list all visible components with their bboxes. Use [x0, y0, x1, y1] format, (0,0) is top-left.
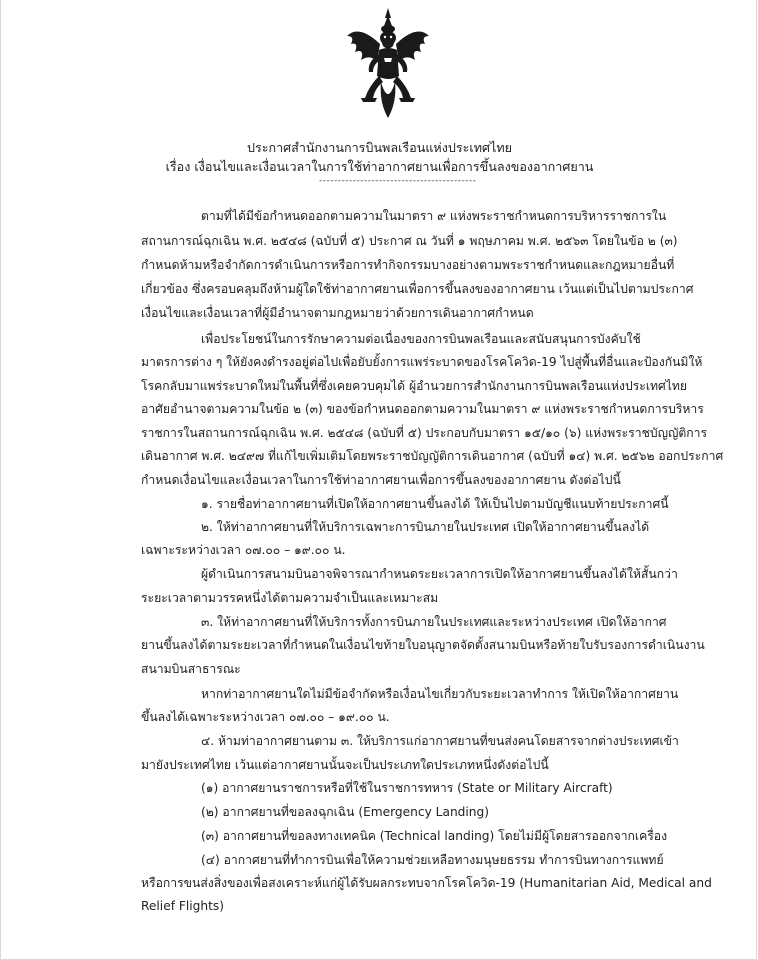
body-line: กำหนดเงื่อนไขและเงื่อนเวลาในการใช้ท่าอากาศยานเพื่อการขึ้นลงของอากาศยาน ดังต่อไปนี้ [141, 473, 621, 487]
body-line: ๑. รายชื่อท่าอากาศยานที่เปิดให้อากาศยานขึ้นลงได้ ให้เป็นไปตามบัญชีแนบท้ายประกาศนี้ [201, 497, 669, 511]
body-line: เดินอากาศ พ.ศ. ๒๔๙๗ ที่แก้ไขเพิ่มเติมโดยพระราชบัญญัติการเดินอากาศ (ฉบับที่ ๑๔) พ.ศ. ๒๕๖๒ ออกประกาศ [141, 449, 724, 463]
body-line: ๒. ให้ท่าอากาศยานที่ให้บริการเฉพาะการบินภายในประเทศ เปิดให้อากาศยานขึ้นลงได้ [201, 520, 650, 534]
body-line: ระยะเวลาตามวรรคหนึ่งได้ตามความจำเป็นและเหมาะสม [141, 591, 439, 605]
body-line: ๔. ห้ามท่าอากาศยานตาม ๓. ให้บริการแก่อากาศยานที่ขนส่งคนโดยสารจากต่างประเทศเข้า [201, 734, 679, 748]
body-line: มาตรการต่าง ๆ ให้ยังคงดำรงอยู่ต่อไปเพื่อยับยั้งการแพร่ระบาดของโรคโควิด-19 ไปสู่พื้นที่อื่นและป้องกันมิให้ [141, 355, 703, 369]
title-separator: ------------------------------------------ [319, 176, 477, 186]
document-subject: เรื่อง เงื่อนไขและเงื่อนเวลาในการใช้ท่าอากาศยานเพื่อการขึ้นลงของอากาศยาน [165, 159, 594, 174]
body-line: ตามที่ได้มีข้อกำหนดออกตามความในมาตรา ๙ แห่งพระราชกำหนดการบริหารราชการใน [201, 209, 667, 223]
body-line: มายังประเทศไทย เว้นแต่อากาศยานนั้นจะเป็นประเภทใดประเภทหนึ่งดังต่อไปนี้ [141, 758, 549, 772]
body-line: (๑) อากาศยานราชการหรือที่ใช้ในราชการทหาร (State or Military Aircraft) [201, 781, 613, 795]
body-line: หรือการขนส่งสิ่งของเพื่อสงเคราะห์แก่ผู้ได้รับผลกระทบจากโรคโควิด-19 (Humanitarian Aid, Medical and [141, 876, 712, 890]
body-line: สถานการณ์ฉุกเฉิน พ.ศ. ๒๕๔๘ (ฉบับที่ ๕) ประกาศ ณ วันที่ ๑ พฤษภาคม พ.ศ. ๒๕๖๓ โดยในข้อ ๒ (๓) [141, 234, 678, 248]
body-line: หากท่าอากาศยานใดไม่มีข้อจำกัดหรือเงื่อนไขเกี่ยวกับระยะเวลาทำการ ให้เปิดให้อากาศยาน [201, 687, 679, 701]
body-line: ราชการในสถานการณ์ฉุกเฉิน พ.ศ. ๒๕๔๘ (ฉบับที่ ๕) ประกอบกับมาตรา ๑๕/๑๐ (๖) แห่งพระราชบัญญัติการ [141, 426, 708, 440]
body-line: ขึ้นลงได้เฉพาะระหว่างเวลา ๐๗.๐๐ – ๑๙.๐๐ น. [141, 710, 390, 724]
body-line: เฉพาะระหว่างเวลา ๐๗.๐๐ – ๑๙.๐๐ น. [141, 543, 346, 557]
body-line: โรคกลับมาแพร่ระบาดใหม่ในพื้นที่ซึ่งเคยควบคุมได้ ผู้อำนวยการสำนักงานการบินพลเรือนแห่งประเทศไทย [141, 379, 688, 393]
body-line: ยานขึ้นลงได้ตามระยะเวลาที่กำหนดในเงื่อนไขท้ายใบอนุญาตจัดตั้งสนามบินหรือท้ายใบรับรองการดำเนินงาน [141, 638, 705, 652]
body-line: กำหนดห้ามหรือจำกัดการดำเนินการหรือการทำกิจกรรมบางอย่างตามพระราชกำหนดและกฎหมายอื่นที่ [141, 258, 675, 272]
body-line: (๒) อากาศยานที่ขอลงฉุกเฉิน (Emergency Landing) [201, 805, 490, 819]
body-line: เกี่ยวข้อง ซึ่งครอบคลุมถึงห้ามผู้ใดใช้ท่าอากาศยานเพื่อการขึ้นลงของอากาศยาน เว้นแต่เป็นไปตามประกาศ [141, 282, 694, 296]
body-line: ๓. ให้ท่าอากาศยานที่ให้บริการทั้งการบินภายในประเทศและระหว่างประเทศ เปิดให้อากาศ [201, 615, 667, 629]
body-line: เพื่อประโยชน์ในการรักษาความต่อเนื่องของการบินพลเรือนและสนับสนุนการบังคับใช้ [201, 332, 641, 346]
body-line: ผู้ดำเนินการสนามบินอาจพิจารณากำหนดระยะเวลาการเปิดให้อากาศยานขึ้นลงได้ให้สั้นกว่า [201, 567, 678, 581]
body-line: Relief Flights) [141, 899, 224, 913]
garuda-emblem-icon [339, 6, 437, 124]
body-line: (๓) อากาศยานที่ขอลงทางเทคนิค (Technical landing) โดยไม่มีผู้โดยสารออกจากเครื่อง [201, 829, 668, 843]
body-line: สนามบินสาธารณะ [141, 662, 241, 676]
body-line: (๔) อากาศยานที่ทำการบินเพื่อให้ความช่วยเหลือทางมนุษยธรรม ทำการบินทางการแพทย์ [201, 853, 664, 867]
document-title: ประกาศสำนักงานการบินพลเรือนแห่งประเทศไทย [246, 140, 513, 155]
body-line: อาศัยอำนาจตามความในข้อ ๒ (๓) ของข้อกำหนดออกตามความในมาตรา ๙ แห่งพระราชกำหนดการบริหาร [141, 402, 704, 416]
body-line: เงื่อนไขและเงื่อนเวลาที่ผู้มีอำนาจตามกฎหมายว่าด้วยการเดินอากาศกำหนด [141, 306, 534, 320]
